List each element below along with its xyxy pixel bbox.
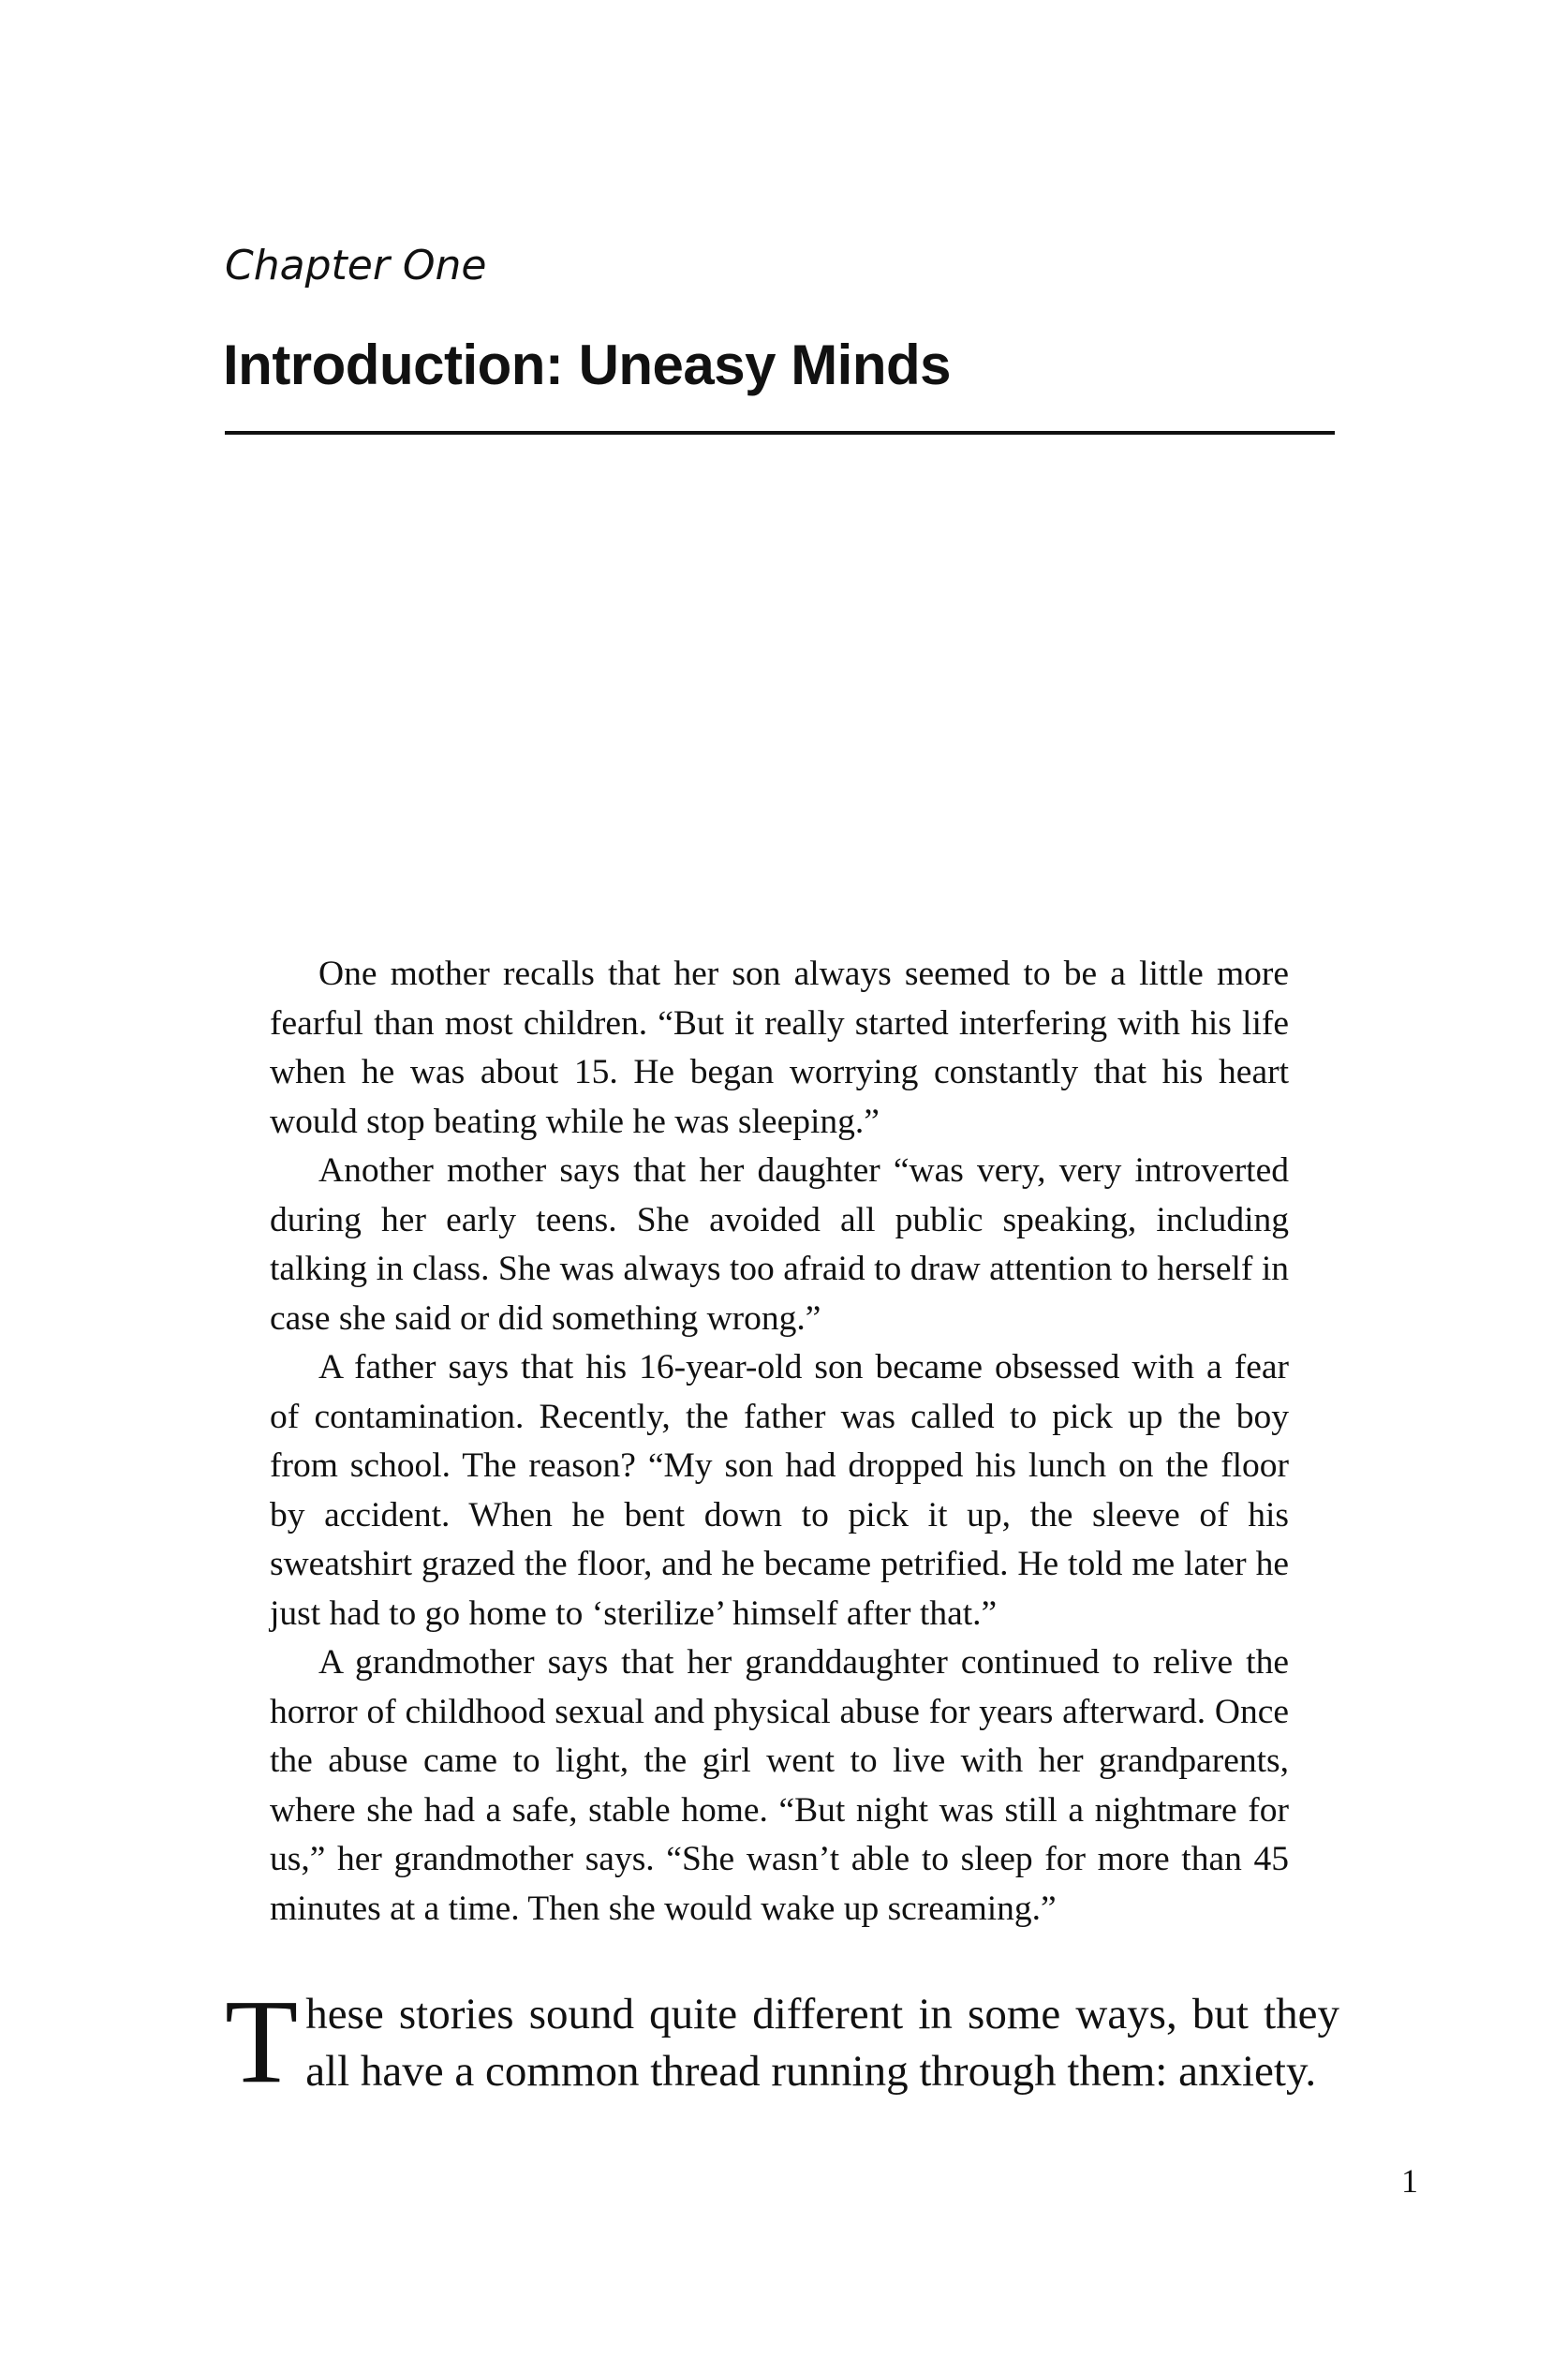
vignettes-text <box>270 950 1289 1934</box>
page-number: 1 <box>1401 2162 1418 2200</box>
drop-cap: T <box>225 1975 299 2108</box>
lead-paragraph <box>225 1975 1339 2108</box>
paragraph-granddaughter-abuse: A grandmother says that her granddaughter continued to relive the horror of childhood sexual and physical abuse for years afterward. Once the abuse came to light, the girl went to live with her grandparents, where she had a safe, stable home. “But night was still a nightmare for us,” her grandmother says. “She wasn’t able to sleep for more than 45 minutes at a time. Then she would wake up screaming.” <box>270 1643 1289 1928</box>
title-divider <box>225 431 1335 435</box>
paragraph-daughter-introverted: Another mother says that her daughter “was very, very introverted during her early teens. She avoided all public speaking, including talking in class. She was always too afraid to draw attention to herself in case she said or did something wrong.” <box>270 1151 1289 1338</box>
paragraph-son-fear: One mother recalls that her son always seemed to be a little more fearful than most children. “But it really started interfering with his life when he was about 15. He began worrying constantly that his heart would stop beating while he was sleeping.” <box>270 955 1289 1141</box>
paragraph-contamination-fear: A father says that his 16-year-old son became obsessed with a fear of contamination. Recently, the father was called to pick up the boy from school. The reason? “My son had dropped his lunch on the floor by accident. When he bent down to pick it up, the sleeve of his sweatshirt grazed the floor, and he became petrified. He told me later he just had to go home to ‘sterilize’ himself after that.” <box>270 1348 1289 1633</box>
lead-text: hese stories sound quite different in some ways, but they all have a common thread running through them: anxiety. <box>305 1990 1339 2096</box>
chapter-label: Chapter One <box>225 242 487 289</box>
chapter-title: Introduction: Uneasy Minds <box>223 334 952 396</box>
